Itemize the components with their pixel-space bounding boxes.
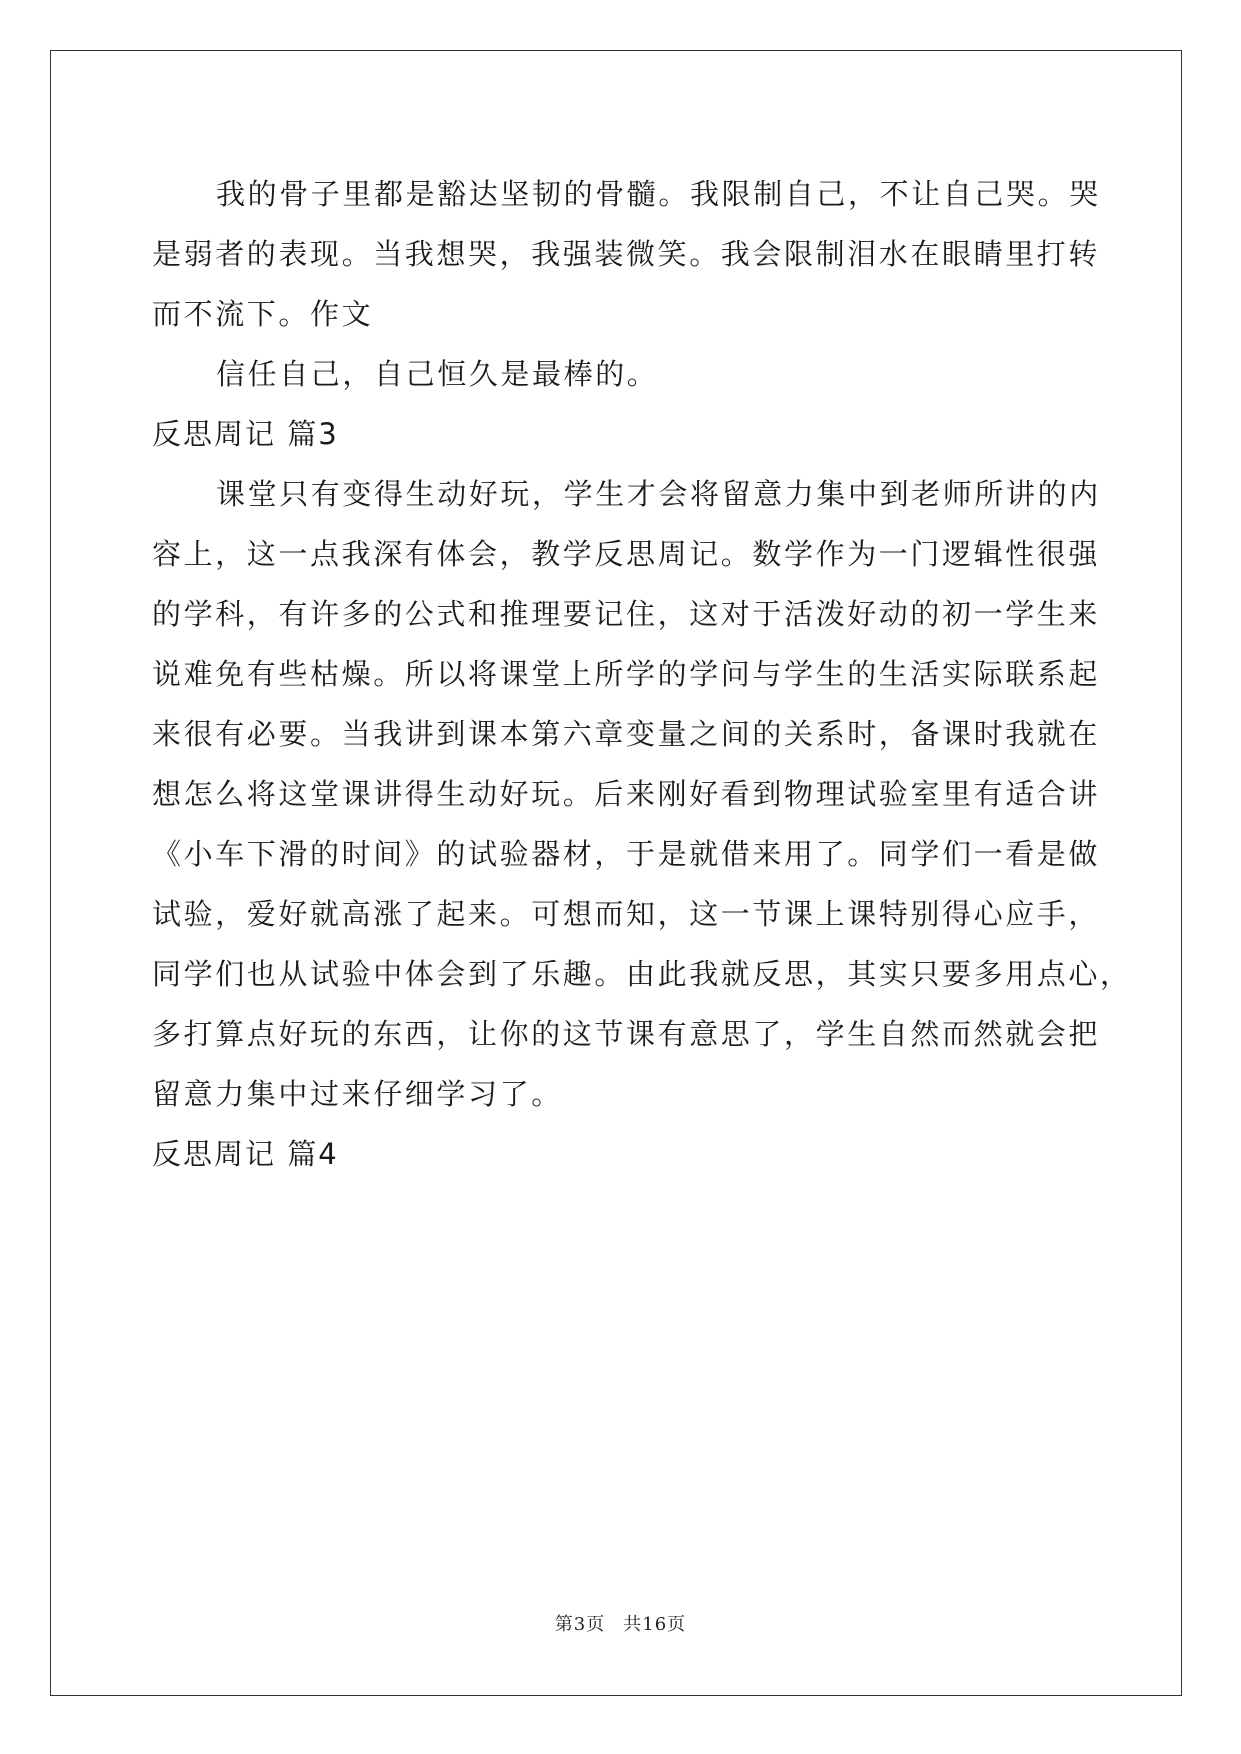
section-heading: 反思周记 篇3 bbox=[152, 417, 339, 451]
paragraph-line: 而不流下。作文 bbox=[152, 297, 374, 331]
paragraph-line: 多打算点好玩的东西，让你的这节课有意思了，学生自然而然就会把 bbox=[152, 1017, 1101, 1051]
paragraph-line: 是弱者的表现。当我想哭，我强装微笑。我会限制泪水在眼睛里打转 bbox=[152, 237, 1101, 271]
paragraph-line: 同学们也从试验中体会到了乐趣。由此我就反思，其实只要多用点心， bbox=[152, 957, 1132, 991]
page-number: 第3页 bbox=[554, 1614, 606, 1635]
document-body bbox=[152, 164, 1132, 1184]
paragraph-line: 《小车下滑的时间》的试验器材，于是就借来用了。同学们一看是做 bbox=[152, 837, 1101, 871]
paragraph-line: 课堂只有变得生动好玩，学生才会将留意力集中到老师所讲的内 bbox=[216, 477, 1101, 511]
paragraph-line: 说难免有些枯燥。所以将课堂上所学的学问与学生的生活实际联系起 bbox=[152, 657, 1101, 691]
paragraph-line: 想怎么将这堂课讲得生动好玩。后来刚好看到物理试验室里有适合讲 bbox=[152, 777, 1101, 811]
section-heading: 反思周记 篇4 bbox=[152, 1137, 339, 1171]
paragraph-line: 信任自己，自己恒久是最棒的。 bbox=[216, 357, 659, 391]
page-footer bbox=[0, 1610, 1241, 1636]
page-total: 共16页 bbox=[623, 1614, 687, 1635]
paragraph-line: 来很有必要。当我讲到课本第六章变量之间的关系时，备课时我就在 bbox=[152, 717, 1101, 751]
paragraph-line: 试验，爱好就高涨了起来。可想而知，这一节课上课特别得心应手， bbox=[152, 897, 1101, 931]
paragraph-line: 我的骨子里都是豁达坚韧的骨髓。我限制自己，不让自己哭。哭 bbox=[216, 177, 1101, 211]
paragraph-line: 容上，这一点我深有体会，教学反思周记。数学作为一门逻辑性很强 bbox=[152, 537, 1101, 571]
paragraph-line: 的学科，有许多的公式和推理要记住，这对于活泼好动的初一学生来 bbox=[152, 597, 1101, 631]
paragraph-line: 留意力集中过来仔细学习了。 bbox=[152, 1077, 563, 1111]
